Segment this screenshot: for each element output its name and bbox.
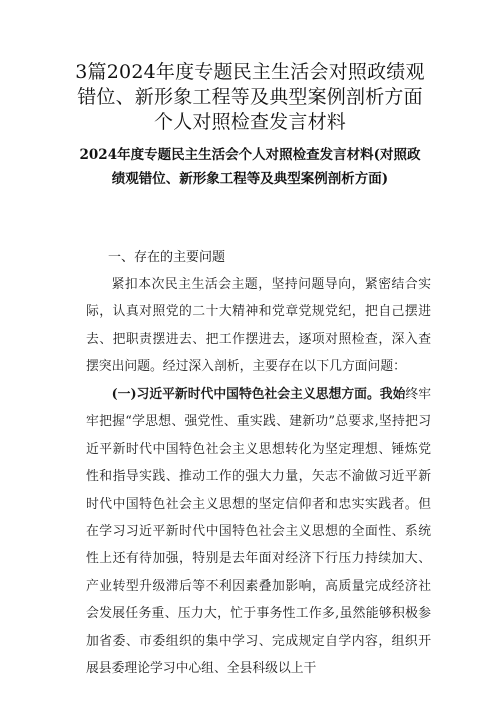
paragraph-lead: (一)习近平新时代中国特色社会主义思想方面。我始 [111, 387, 406, 402]
paragraph-text: 终牢牢把握“学思想、强党性、重实践、建新功”总要求,坚持把习近平新时代中国特色社会主义思想转化为坚定理想、锤炼党性和指导实践、推动工作的强大力量，矢志不渝做习近平新时代中国特色社会主义思想的坚定信仰者和忠实实践者。但在学习习近平新时代中国特色社会主义思想的全面性、系统性上还有待加强，特别是去年面对经济下行压力持续加大、产业转型升级滞后等不利因素叠加影响，高质量完成经济社会发展任务重、压力大，忙于事务性工作多,虽然能够积极参加省委、市委组织的集中学习、完成规定自学内容，组织开展县委理论学习中心组、全县科级以上干 [86, 387, 431, 677]
body-paragraph [86, 381, 431, 682]
document-subtitle: 2024年度专题民主生活会个人对照检查发言材料(对照政绩观错位、新形象工程等及典型案例剖析方面) [79, 147, 421, 187]
section-heading: 一、存在的主要问题 [108, 250, 226, 265]
body-paragraph: 紧扣本次民主生活会主题，坚持问题导向，紧密结合实际，认真对照党的二十大精神和党章党规党纪，把自己摆进去、把职责摆进去、把工作摆进去，逐项对照检查，深入查摆突出问题。经过深入剖析，主要存在以下几方面问题： [86, 277, 431, 375]
document-title: 3篇2024年度专题民主生活会对照政绩观错位、新形象工程等及典型案例剖析方面个人对照检查发言材料 [75, 61, 425, 133]
